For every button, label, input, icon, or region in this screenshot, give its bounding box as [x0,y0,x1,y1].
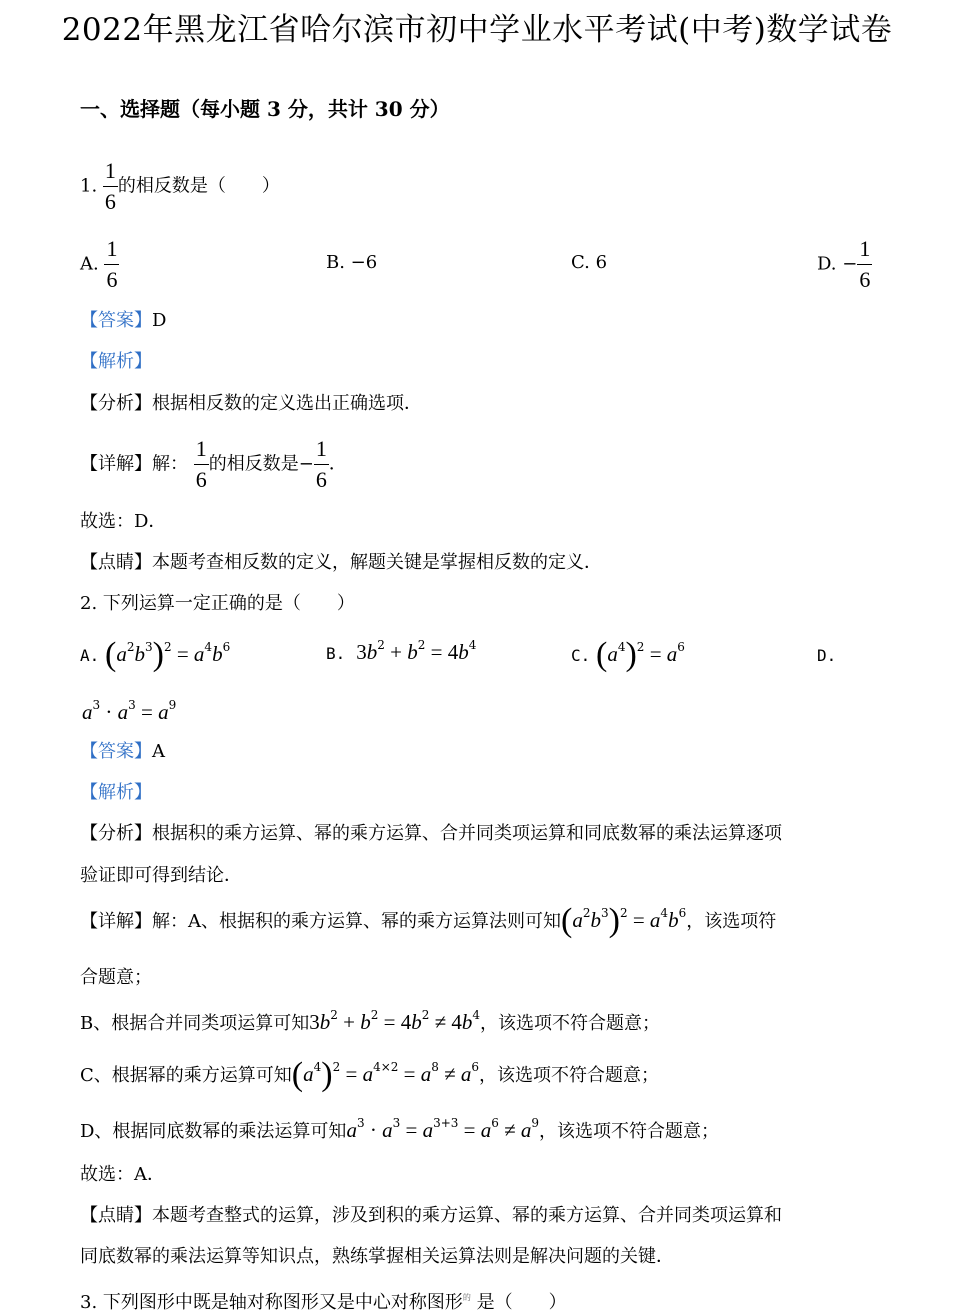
q1-option-b: B. −6 [326,252,378,273]
q2-xiangjie-a-cont: 合题意； [80,967,152,988]
q1-option-d: D. − $\frac{1}{6}$ [817,236,871,292]
q2-option-d: $a^3 \cdot a^3 = a^9$ [82,698,177,724]
q2-xiangjie-a: 【详解】解：A、根据积的乘方运算、幂的乘方运算法则可知$(a^2b^3)^2 = a^4b^6$，该选项符 [80,902,777,939]
q2-xiangjie-d: D、根据同底数幂的乘法运算可知$a^3 \cdot a^3 = a^{3+3} = a^6 \ne a^9$，该选项不符合题意； [80,1116,720,1142]
q1-guxuan: 故选：D． [80,511,167,532]
question-3-stem: 3. 下列图形中既是轴对称图形又是中心对称图形$^的$ 是（ ） [80,1292,567,1313]
q1-option-c: C. 6 [571,252,608,273]
page-title: 2022年黑龙江省哈尔滨市初中学业水平考试(中考)数学试卷 [61,12,893,48]
question-2-stem: 2. 下列运算一定正确的是（ ） [80,593,355,614]
q1-answer: 【答案】D [80,310,167,331]
q2-analysis-tag: 【解析】 [80,782,152,803]
section-heading: 一、选择题（每小题 3 分，共计 30 分） [80,97,450,121]
q2-xiangjie-c: C、根据幂的乘方运算可知$(a^4)^2 = a^{4\times 2} = a^8 \ne a^6$，该选项不符合题意； [80,1056,660,1093]
q2-dianjing-line1: 【点睛】本题考查整式的运算，涉及到积的乘方运算、幂的乘方运算、合并同类项运算和 [80,1205,782,1226]
q2-guxuan: 故选：A． [80,1164,165,1185]
q1-dianjing: 【点睛】本题考查相反数的定义，解题关键是掌握相反数的定义． [80,552,602,573]
q2-fenxi-line2: 验证即可得到结论． [80,865,242,886]
q1-option-a: A. $\frac{1}{6}$ [80,236,118,292]
q2-dianjing-line2: 同底数幂的乘法运算等知识点，熟练掌握相关运算法则是解决问题的关键． [80,1246,674,1267]
q2-answer: 【答案】A [80,741,165,762]
question-1-stem [80,158,280,215]
q1-analysis-tag: 【解析】 [80,351,152,372]
q1-fenxi: 【分析】根据相反数的定义选出正确选项． [80,393,422,414]
q2-fenxi-line1: 【分析】根据积的乘方运算、幂的乘方运算、合并同类项运算和同底数幂的乘法运算逐项 [80,823,782,844]
q2-option-c: C. $(a^4)^2 = a^6$ [571,636,685,673]
question-text: 的相反数是（ ） [117,175,280,197]
q2-option-d-label: D. [817,646,837,665]
q2-xiangjie-b: B、根据合并同类项运算可知$3b^2 + b^2 = 4b^2 \ne 4b^4$，该选项不符合题意； [80,1008,661,1034]
q1-xiangjie: 【详解】解： $\frac{1}{6}$ 的相反数是− $\frac{1}{6}$ ． [80,436,347,492]
fraction: $\frac{1}{6}$ [104,158,116,214]
question-number: 1. [80,175,98,197]
q2-option-b: B. $3b^2 + b^2 = 4b^4$ [326,638,477,664]
q2-option-a: A. $(a^2b^3)^2 = a^4b^6$ [80,636,231,673]
